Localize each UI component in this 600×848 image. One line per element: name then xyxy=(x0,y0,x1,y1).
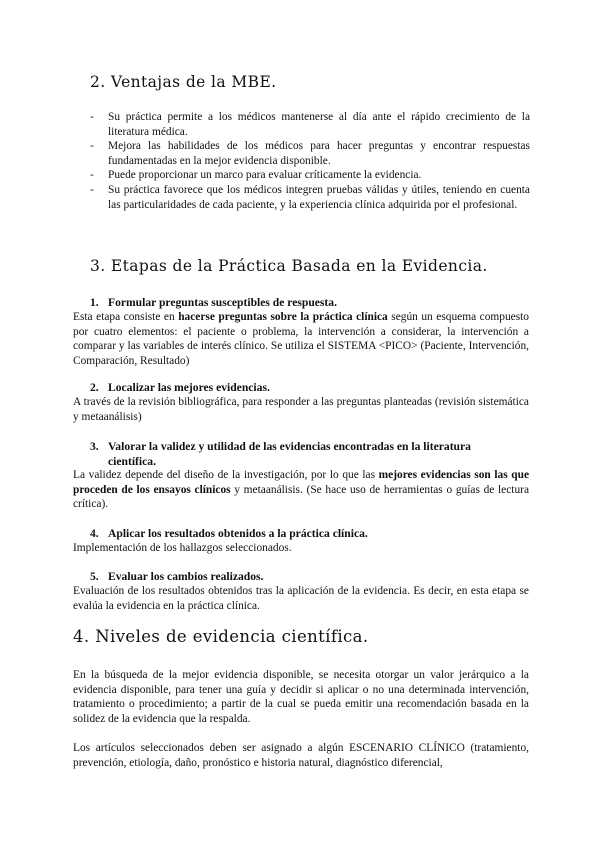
step-1-title xyxy=(90,296,530,311)
step-number: 4. xyxy=(90,527,99,540)
step-number: 1. xyxy=(90,296,99,309)
step-5-paragraph: Evaluación de los resultados obtenidos tras la aplicación de la evidencia. Es decir, en esta etapa se evalúa la evidencia en la práctica clínica. xyxy=(73,585,529,612)
step-title-text: Localizar las mejores evidencias. xyxy=(108,381,270,394)
dash-marker: - xyxy=(90,140,94,153)
list-item-text: Su práctica favorece que los médicos integren pruebas válidas y útiles, teniendo en cuenta las particularidades de cada paciente, y la experiencia clínica adquirida por el profesional. xyxy=(108,183,530,211)
step-number: 3. xyxy=(90,440,99,453)
step-title-continuation: científica. xyxy=(108,454,156,468)
step-4-paragraph: Implementación de los hallazgos seleccionados. xyxy=(73,542,292,554)
bold-text-run: hacerse preguntas sobre la práctica clínica xyxy=(178,311,388,323)
step-1-paragraph xyxy=(73,310,529,368)
section-4-heading: 4. Niveles de evidencia científica. xyxy=(73,627,369,646)
step-4-title xyxy=(90,527,530,542)
step-title-text: Aplicar los resultados obtenidos a la práctica clínica. xyxy=(108,527,368,540)
section-3-heading: 3. Etapas de la Práctica Basada en la Evidencia. xyxy=(90,257,488,275)
step-title-text: Evaluar los cambios realizados. xyxy=(108,570,264,583)
section-2-heading: 2. Ventajas de la MBE. xyxy=(90,73,277,91)
list-item xyxy=(90,168,530,183)
step-5-title xyxy=(90,570,530,585)
dash-marker: - xyxy=(90,111,94,123)
section-4-paragraph-2: Los artículos seleccionados deben ser asignado a algún ESCENARIO CLÍNICO (tratamiento, prevención, etiología, daño, pronóstico e historia natural, diagnóstico diferencial, xyxy=(73,742,529,769)
bold-text-run: mejores evidencias son las que proceden de los ensayos clínicos xyxy=(73,469,530,496)
text-run: según un esquema compuesto por cuatro elementos: el paciente o problema, la intervención a considerar, la intervención a comparar y las variables de interés clínico. Se utiliza el SISTEMA <PICO> (Paciente, Intervención, Comparación, Resultado) xyxy=(73,311,529,367)
text-run: La validez depende del diseño de la investigación, por lo que las xyxy=(73,469,379,481)
step-number: 2. xyxy=(90,381,99,394)
list-item xyxy=(90,183,530,212)
list-item-text: Su práctica permite a los médicos mantenerse al día ante el rápido crecimiento de la literatura médica. xyxy=(108,111,530,138)
step-number: 5. xyxy=(90,570,99,583)
list-item-text: Puede proporcionar un marco para evaluar críticamente la evidencia. xyxy=(108,169,422,182)
dash-marker: - xyxy=(90,169,94,182)
text-run: Esta etapa consiste en xyxy=(73,311,179,323)
step-2-paragraph: A través de la revisión bibliográfica, para responder a las preguntas planteadas (revisión sistemática y metaanálisis) xyxy=(73,396,529,423)
advantages-list xyxy=(90,110,530,212)
step-3-paragraph xyxy=(73,468,529,512)
list-item xyxy=(90,110,530,139)
step-3-title xyxy=(90,440,530,469)
step-title-text: Valorar la validez y utilidad de las evidencias encontradas en la literatura xyxy=(108,440,471,453)
list-item-text: Mejora las habilidades de los médicos para hacer preguntas y encontrar respuestas fundamentadas en la mejor evidencia disponible. xyxy=(108,140,530,167)
step-2-title xyxy=(90,381,530,396)
dash-marker: - xyxy=(90,183,94,196)
list-item xyxy=(90,139,530,168)
step-title-text: Formular preguntas susceptibles de respuesta. xyxy=(108,296,337,309)
text-run: y metaanálisis. (Se hace uso de herramientas o guías de lectura crítica). xyxy=(73,483,529,510)
section-4-paragraph-1: En la búsqueda de la mejor evidencia disponible, se necesita otorgar un valor jerárquico a la evidencia disponible, para tener una guía y decidir si aplicar o no una determinada intervención, tratamiento o procedimiento; a partir de la cual se pueda emitir una recomendación basada en la solidez de la evidencia que la respalda. xyxy=(73,669,529,725)
